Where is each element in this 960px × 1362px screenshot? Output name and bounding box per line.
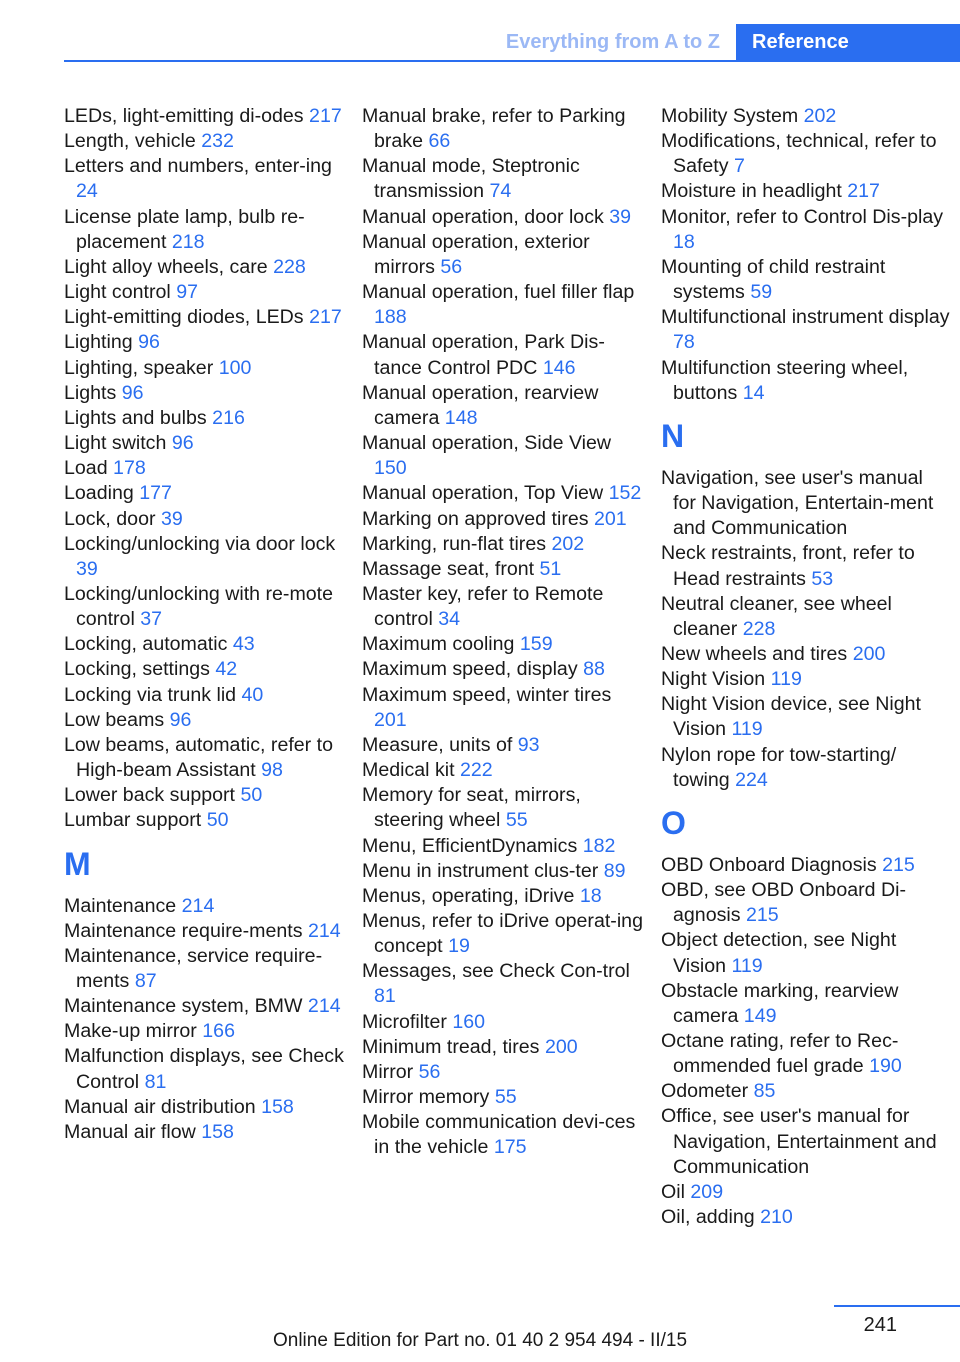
index-entry-text: Locking/unlocking with re-mote control bbox=[64, 582, 334, 631]
index-entry-text: Mobile communication devi-ces in the vehicle bbox=[362, 1111, 636, 1159]
index-entry bbox=[661, 179, 951, 204]
index-entry-text: Modifications, technical, refer to Safety bbox=[661, 130, 937, 178]
index-page-link[interactable]: 178 bbox=[113, 457, 146, 480]
index-entry-text: Manual operation, fuel filler flap bbox=[362, 281, 635, 304]
index-entry bbox=[661, 592, 951, 642]
index-entry-text: Maintenance, service require-ments bbox=[64, 944, 323, 992]
index-page-link[interactable]: 7 bbox=[734, 155, 745, 178]
index-page-link[interactable]: 228 bbox=[742, 617, 776, 640]
index-page-link[interactable]: 55 bbox=[505, 809, 528, 832]
index-entry-text: Menu, EfficientDynamics bbox=[362, 834, 578, 857]
index-page-link[interactable]: 175 bbox=[493, 1136, 527, 1159]
index-page-link[interactable]: 215 bbox=[882, 853, 915, 876]
index-page-link[interactable]: 18 bbox=[579, 884, 602, 907]
index-entry bbox=[64, 305, 346, 330]
index-page-link[interactable]: 119 bbox=[770, 668, 802, 691]
index-page-link[interactable]: 74 bbox=[489, 180, 512, 203]
index-page-link[interactable]: 217 bbox=[847, 180, 880, 203]
index-entry-text: Length, vehicle bbox=[64, 130, 196, 153]
index-entry bbox=[362, 557, 644, 582]
index-page-link[interactable]: 24 bbox=[76, 180, 98, 203]
index-entry bbox=[64, 431, 346, 456]
index-entry-text: Multifunction steering wheel, buttons bbox=[661, 356, 909, 404]
index-page-link[interactable]: 96 bbox=[121, 381, 144, 404]
index-entry bbox=[64, 205, 346, 255]
index-entry bbox=[362, 859, 644, 884]
index-page-link[interactable]: 53 bbox=[811, 567, 834, 590]
index-entry-text: Medical kit bbox=[362, 759, 455, 782]
index-page-link[interactable]: 55 bbox=[494, 1086, 517, 1109]
index-entry bbox=[64, 1044, 346, 1094]
index-entry-text: Night Vision device, see Night Vision bbox=[661, 693, 921, 741]
index-page-link[interactable]: 150 bbox=[374, 457, 407, 480]
page-number-rule bbox=[834, 1305, 960, 1307]
index-page-link[interactable]: 224 bbox=[735, 768, 768, 791]
index-entry bbox=[362, 959, 644, 1009]
index-entry-text: Light alloy wheels, care bbox=[64, 255, 268, 278]
index-entry bbox=[362, 1010, 644, 1035]
index-page-link[interactable]: 42 bbox=[215, 658, 238, 681]
index-entry bbox=[661, 1079, 951, 1104]
index-page-link[interactable]: 182 bbox=[582, 834, 616, 857]
index-entry-text: OBD, see OBD Onboard Di-agnosis bbox=[661, 879, 907, 927]
index-entry bbox=[64, 582, 346, 632]
index-entry bbox=[64, 683, 346, 708]
index-page-link[interactable]: 217 bbox=[309, 105, 342, 127]
index-entry bbox=[661, 1029, 951, 1079]
index-page-link[interactable]: 200 bbox=[852, 642, 886, 665]
index-entry bbox=[362, 834, 644, 859]
index-page-link[interactable]: 39 bbox=[609, 205, 632, 228]
index-entry-text: Manual operation, exterior mirrors bbox=[362, 230, 590, 278]
header-rule bbox=[64, 60, 960, 62]
index-page-link[interactable]: 160 bbox=[452, 1010, 486, 1033]
index-entry bbox=[362, 205, 644, 230]
index-page-link[interactable]: 216 bbox=[212, 406, 245, 429]
index-entry-text: Maintenance bbox=[64, 894, 177, 917]
index-entry-text: Navigation, see user's manual for Navigation, Entertain-ment and Communication bbox=[661, 466, 934, 540]
index-page-link[interactable]: 201 bbox=[374, 708, 407, 731]
index-entry bbox=[661, 205, 951, 255]
index-page-link[interactable]: 214 bbox=[307, 919, 341, 942]
index-entry bbox=[362, 632, 644, 657]
index-entry-text: Marking on approved tires bbox=[362, 507, 589, 530]
index-entry-text: Massage seat, front bbox=[362, 557, 535, 580]
index-page-link[interactable]: 218 bbox=[171, 230, 205, 253]
index-entry bbox=[362, 280, 644, 330]
index-entry-text: Light switch bbox=[64, 432, 167, 455]
index-entry bbox=[661, 928, 951, 978]
index-entry-text: Low beams bbox=[64, 708, 165, 731]
index-page-link[interactable]: 202 bbox=[551, 532, 585, 555]
index-letter-heading: M bbox=[64, 845, 91, 882]
index-entry bbox=[362, 104, 644, 154]
index-entry bbox=[362, 330, 644, 380]
index-entry bbox=[661, 979, 951, 1029]
index-page-link[interactable]: 98 bbox=[261, 759, 283, 782]
index-page-link[interactable]: 37 bbox=[140, 608, 163, 631]
index-page-link[interactable]: 14 bbox=[742, 381, 765, 404]
index-page-link[interactable]: 158 bbox=[261, 1095, 294, 1118]
index-entry bbox=[661, 667, 951, 692]
index-entry bbox=[362, 1035, 644, 1060]
index-entry bbox=[362, 683, 644, 733]
index-entry-text: Manual operation, rearview camera bbox=[362, 381, 599, 429]
index-entry-text: Measure, units of bbox=[362, 733, 513, 756]
index-entry bbox=[362, 431, 644, 481]
index-entry bbox=[362, 909, 644, 959]
index-page-link[interactable]: 50 bbox=[206, 809, 229, 832]
index-entry bbox=[64, 944, 346, 994]
index-entry-text: Memory for seat, mirrors, steering wheel bbox=[362, 784, 581, 832]
index-entry bbox=[64, 255, 346, 280]
index-page-link[interactable]: 119 bbox=[731, 718, 763, 741]
index-entry bbox=[661, 1104, 951, 1179]
index-entry bbox=[362, 758, 644, 783]
index-entry-text: Menus, refer to iDrive operat-ing concept bbox=[362, 910, 643, 958]
index-entry bbox=[661, 466, 951, 541]
index-entry bbox=[661, 878, 951, 928]
index-entry bbox=[64, 632, 346, 657]
index-entry bbox=[64, 783, 346, 808]
index-entry-text: Manual brake, refer to Parking brake bbox=[362, 105, 626, 153]
index-page-link[interactable]: 202 bbox=[803, 105, 837, 127]
index-entry-text: Lighting, speaker bbox=[64, 356, 214, 379]
index-entry-text: Make-up mirror bbox=[64, 1020, 197, 1043]
index-page-link[interactable]: 19 bbox=[448, 935, 470, 958]
index-entry bbox=[661, 305, 951, 355]
index-entry-text: Minimum tread, tires bbox=[362, 1035, 540, 1058]
index-entry-text: Maintenance system, BMW bbox=[64, 995, 303, 1018]
index-entry-text: Menu in instrument clus-ter bbox=[362, 859, 599, 882]
index-entry-text: Loading bbox=[64, 482, 134, 505]
index-entry-text: Moisture in headlight bbox=[661, 180, 842, 203]
index-entry-text: Object detection, see Night Vision bbox=[661, 929, 897, 977]
index-entry bbox=[64, 657, 346, 682]
index-entry-text: Maximum cooling bbox=[362, 633, 515, 656]
index-entry-text: Manual operation, door lock bbox=[362, 205, 604, 228]
index-page-link[interactable]: 18 bbox=[673, 230, 695, 253]
index-entry-text: Master key, refer to Remote control bbox=[362, 582, 604, 631]
index-entry-text: Manual air flow bbox=[64, 1120, 196, 1143]
index-page-link[interactable]: 97 bbox=[176, 281, 198, 304]
index-entry bbox=[64, 919, 346, 944]
index-page-link[interactable]: 40 bbox=[241, 683, 264, 706]
index-entry-text: Lumbar support bbox=[64, 809, 202, 832]
index-entry-text: Neutral cleaner, see wheel cleaner bbox=[661, 592, 892, 640]
index-letter-heading: N bbox=[661, 417, 685, 454]
index-page-link[interactable]: 50 bbox=[240, 784, 263, 807]
index-entry bbox=[64, 708, 346, 733]
index-entry-text: Locking/unlocking via door lock bbox=[64, 532, 336, 555]
index-column-1 bbox=[64, 104, 346, 1145]
index-page-link[interactable]: 89 bbox=[603, 859, 626, 882]
index-entry-text: Malfunction displays, see Check Control bbox=[64, 1045, 344, 1093]
index-entry bbox=[64, 733, 346, 783]
index-entry-text: Locking, automatic bbox=[64, 633, 228, 656]
index-entry bbox=[661, 255, 951, 305]
index-page-link[interactable]: 190 bbox=[869, 1055, 902, 1078]
index-entry-text: Low beams, automatic, refer to High-beam Assistant bbox=[64, 733, 333, 782]
index-entry bbox=[64, 381, 346, 406]
index-entry-text: Maintenance require-ments bbox=[64, 919, 303, 942]
index-page-link[interactable]: 88 bbox=[583, 658, 605, 681]
index-entry-text: Light control bbox=[64, 281, 171, 304]
index-entry bbox=[362, 1110, 644, 1160]
index-page-link[interactable]: 100 bbox=[218, 356, 252, 379]
index-entry-text: Manual operation, Top View bbox=[362, 482, 604, 505]
index-entry bbox=[661, 356, 951, 406]
index-entry bbox=[64, 1019, 346, 1044]
page-number: 241 bbox=[863, 1314, 897, 1336]
index-entry bbox=[362, 532, 644, 557]
index-page-link[interactable]: 96 bbox=[169, 708, 192, 731]
index-entry bbox=[661, 104, 951, 129]
index-entry-text: Night Vision bbox=[661, 668, 766, 691]
index-entry bbox=[64, 406, 346, 431]
index-entry bbox=[64, 532, 346, 582]
index-entry-text: Load bbox=[64, 457, 108, 480]
index-entry-text: Mobility System bbox=[661, 105, 799, 127]
index-entry-text: OBD Onboard Diagnosis bbox=[661, 853, 877, 876]
index-entry bbox=[661, 1205, 951, 1230]
index-column-2 bbox=[362, 104, 644, 1161]
index-page-link[interactable]: 85 bbox=[753, 1080, 776, 1103]
index-page-link[interactable]: 78 bbox=[673, 331, 695, 354]
index-page-link[interactable]: 96 bbox=[138, 331, 160, 354]
header-section-title: Everything from A to Z bbox=[505, 31, 720, 53]
index-page-link[interactable]: 152 bbox=[608, 482, 642, 505]
index-entry bbox=[362, 154, 644, 204]
index-entry-text: Lower back support bbox=[64, 784, 235, 807]
index-entry bbox=[661, 743, 951, 793]
index-entry bbox=[362, 733, 644, 758]
index-entry bbox=[64, 330, 346, 355]
index-entry bbox=[64, 481, 346, 506]
index-page-link[interactable]: 177 bbox=[139, 482, 172, 505]
index-entry-text: Marking, run-flat tires bbox=[362, 532, 547, 555]
index-page-link[interactable]: 56 bbox=[440, 255, 463, 278]
index-column-3 bbox=[661, 104, 951, 1230]
index-page-link[interactable]: 146 bbox=[542, 356, 576, 379]
index-page-link[interactable]: 51 bbox=[539, 557, 562, 580]
index-entry bbox=[64, 456, 346, 481]
index-entry bbox=[661, 1180, 951, 1205]
index-page-link[interactable]: 39 bbox=[160, 507, 183, 530]
index-entry-text: Menus, operating, iDrive bbox=[362, 884, 575, 907]
index-page-link[interactable]: 93 bbox=[517, 733, 540, 756]
index-entry bbox=[64, 129, 346, 154]
index-entry-text: Light-emitting diodes, LEDs bbox=[64, 306, 304, 329]
index-page-link[interactable]: 201 bbox=[594, 507, 627, 530]
index-page-link[interactable]: 209 bbox=[690, 1180, 724, 1203]
index-page-link[interactable]: 81 bbox=[374, 985, 396, 1008]
index-page-link[interactable]: 81 bbox=[144, 1070, 167, 1093]
index-entry-text: New wheels and tires bbox=[661, 642, 848, 665]
index-entry bbox=[661, 642, 951, 667]
index-entry-text: Microfilter bbox=[362, 1010, 447, 1033]
index-page-link[interactable]: 66 bbox=[428, 130, 451, 153]
index-entry-text: Octane rating, refer to Rec-ommended fuel grade bbox=[661, 1030, 899, 1078]
index-entry-text: Odometer bbox=[661, 1080, 749, 1103]
index-page-link[interactable]: 43 bbox=[232, 633, 255, 656]
index-entry bbox=[362, 481, 644, 506]
index-page-link[interactable]: 210 bbox=[760, 1206, 793, 1229]
index-entry bbox=[661, 692, 951, 742]
index-entry bbox=[362, 230, 644, 280]
index-entry-text: Oil, adding bbox=[661, 1206, 755, 1229]
index-entry bbox=[64, 280, 346, 305]
index-entry-text: LEDs, light-emitting di-odes bbox=[64, 105, 304, 127]
index-entry bbox=[64, 356, 346, 381]
index-page-link[interactable]: 232 bbox=[201, 130, 234, 153]
index-page-link[interactable]: 215 bbox=[746, 904, 779, 927]
index-page-link[interactable]: 188 bbox=[374, 306, 407, 329]
index-entry bbox=[362, 657, 644, 682]
index-entry bbox=[64, 1095, 346, 1120]
index-page-link[interactable]: 87 bbox=[134, 970, 157, 992]
index-entry-text: Manual air distribution bbox=[64, 1095, 256, 1118]
index-entry bbox=[362, 1085, 644, 1110]
index-page-link[interactable]: 200 bbox=[544, 1035, 578, 1058]
index-page-link[interactable]: 158 bbox=[201, 1120, 234, 1143]
index-letter-heading: O bbox=[661, 804, 686, 841]
index-page-link[interactable]: 214 bbox=[307, 995, 341, 1018]
index-entry bbox=[64, 808, 346, 833]
footer-edition: Online Edition for Part no. 01 40 2 954 494 - II/15 bbox=[272, 1330, 688, 1351]
index-columns bbox=[64, 104, 954, 1264]
index-entry bbox=[64, 994, 346, 1019]
index-page-link[interactable]: 149 bbox=[743, 1004, 777, 1027]
index-entry-text: Monitor, refer to Control Dis-play bbox=[661, 205, 944, 228]
index-entry bbox=[362, 507, 644, 532]
index-page-link[interactable]: 34 bbox=[438, 608, 461, 631]
index-entry bbox=[64, 507, 346, 532]
index-entry bbox=[362, 783, 644, 833]
index-entry bbox=[362, 381, 644, 431]
index-entry bbox=[64, 104, 346, 129]
index-entry-text: Maximum speed, winter tires bbox=[362, 683, 612, 706]
index-entry-text: Manual mode, Steptronic transmission bbox=[362, 155, 580, 203]
index-page-link[interactable]: 39 bbox=[76, 557, 98, 580]
header-tab-reference: Reference bbox=[736, 24, 960, 62]
index-page-link[interactable]: 214 bbox=[181, 894, 215, 917]
index-entry-text: Letters and numbers, enter-ing bbox=[64, 155, 332, 178]
index-entry bbox=[64, 154, 346, 204]
index-entry bbox=[362, 884, 644, 909]
index-entry-text: Nylon rope for tow-starting/ towing bbox=[661, 743, 897, 791]
index-page-link[interactable]: 119 bbox=[731, 954, 763, 977]
index-entry-text: Locking via trunk lid bbox=[64, 683, 237, 706]
index-entry bbox=[64, 1120, 346, 1145]
index-entry-text: Oil bbox=[661, 1180, 685, 1203]
index-entry-text: Office, see user's manual for Navigation, Entertainment and Communication bbox=[661, 1105, 937, 1178]
index-entry-text: Mirror memory bbox=[362, 1086, 490, 1109]
index-entry bbox=[661, 853, 951, 878]
index-entry-text: Lights bbox=[64, 381, 117, 404]
index-entry-text: Maximum speed, display bbox=[362, 658, 578, 681]
index-entry-text: Locking, settings bbox=[64, 658, 210, 681]
index-entry-text: Neck restraints, front, refer to Head restraints bbox=[661, 542, 915, 590]
index-entry bbox=[64, 894, 346, 919]
index-entry-text: Mirror bbox=[362, 1060, 414, 1083]
index-entry-text: Obstacle marking, rearview camera bbox=[661, 979, 899, 1027]
index-page-link[interactable]: 59 bbox=[750, 281, 773, 304]
index-page-link[interactable]: 166 bbox=[202, 1020, 235, 1043]
index-page-link[interactable]: 228 bbox=[273, 255, 306, 278]
index-entry bbox=[661, 541, 951, 591]
index-entry bbox=[661, 129, 951, 179]
index-entry-text: Lock, door bbox=[64, 507, 156, 530]
index-entry-text: Lights and bulbs bbox=[64, 406, 207, 429]
index-entry bbox=[362, 1060, 644, 1085]
index-entry bbox=[362, 582, 644, 632]
index-entry-text: Manual operation, Side View bbox=[362, 432, 612, 455]
index-entry-text: Multifunctional instrument display bbox=[661, 306, 950, 329]
index-entry-text: Mounting of child restraint systems bbox=[661, 255, 886, 304]
index-page-link[interactable]: 148 bbox=[444, 406, 478, 429]
index-entry-text: Lighting bbox=[64, 331, 133, 354]
index-page-link[interactable]: 56 bbox=[418, 1060, 441, 1083]
index-entry-text: Manual operation, Park Dis-tance Control PDC bbox=[362, 331, 605, 379]
index-page-link[interactable]: 96 bbox=[171, 432, 194, 455]
index-page-link[interactable]: 159 bbox=[519, 633, 553, 656]
index-entry-text: License plate lamp, bulb re-placement bbox=[64, 205, 305, 253]
index-page-link[interactable]: 222 bbox=[460, 759, 493, 782]
index-entry-text: Messages, see Check Con-trol bbox=[362, 960, 630, 983]
index-page-link[interactable]: 217 bbox=[309, 306, 342, 329]
